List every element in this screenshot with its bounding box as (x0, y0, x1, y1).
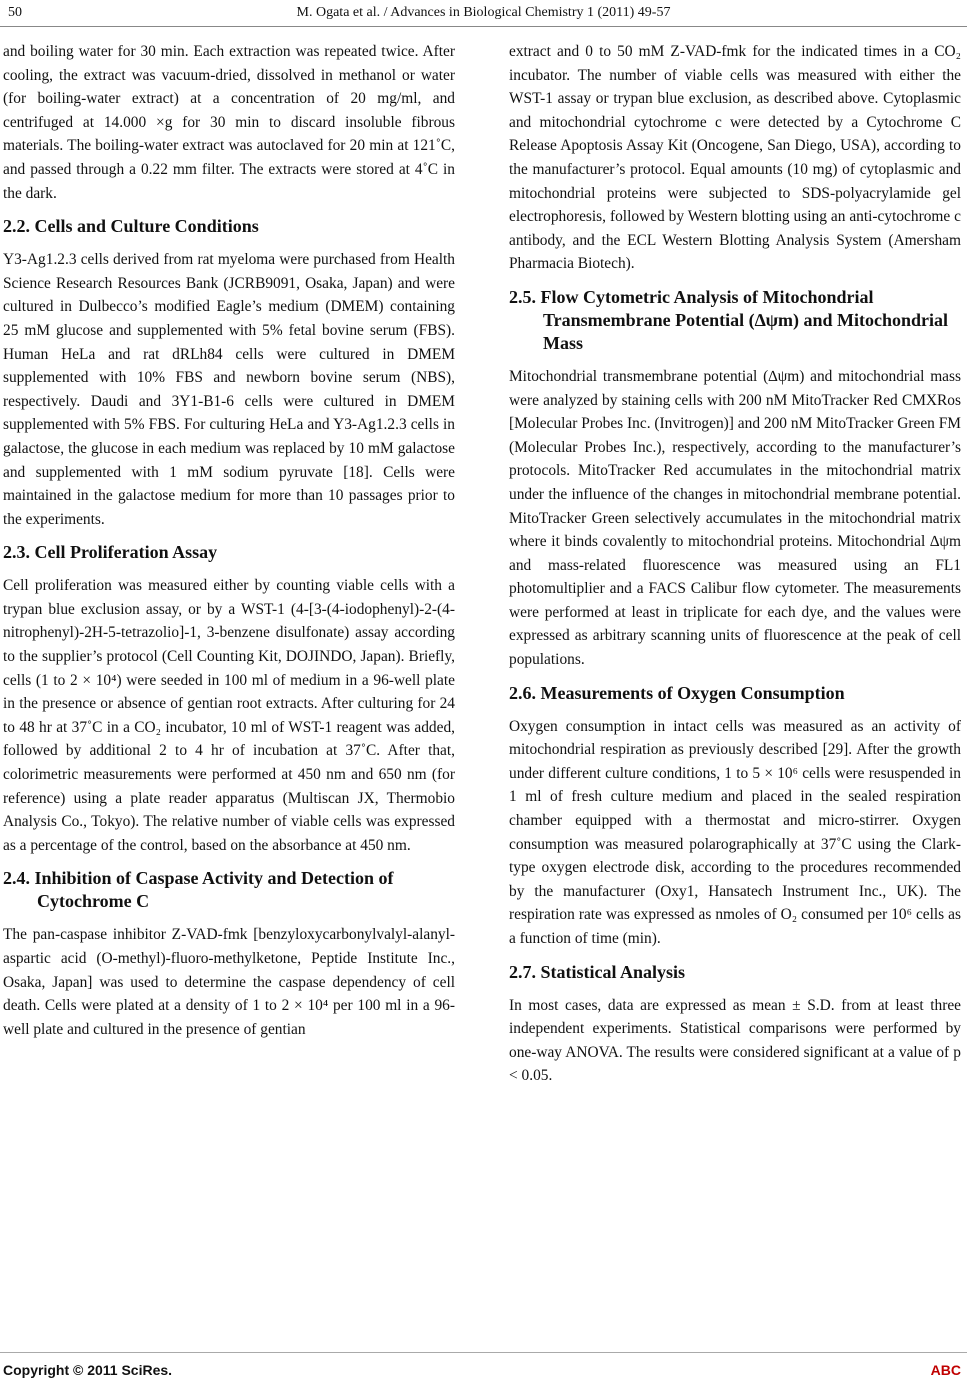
header-rule (0, 26, 967, 27)
page-header (8, 3, 959, 25)
paragraph-oxygen-consumption: Oxygen consumption in intact cells was measured as an activity of mitochondrial respiration as previously described [29]. After the growth under different culture conditions, 1 to 5 × 10⁶ cells were resuspended in 1 ml of fresh culture medium and placed in the sealed respiration chamber equipped with a thermostat and micro-stirrer. Oxygen consumption was measured polarographically at 37˚C using the Clark-type oxygen electrode disk, according to the procedures recommended by the manufacturer (Oxy1, Hansatech Instrument Inc., UK). The respiration rate was expressed as nmoles of O₂ consumed per 10⁶ cells as a function of time (min). (509, 717, 961, 947)
paragraph-caspase-inhibition: The pan-caspase inhibitor Z-VAD-fmk [benzyloxycarbonylvalyl-alanyl-aspartic acid (O-methyl)-fluoro-methylketone, Peptide Institute Inc., Osaka, Japan] was used to determine the caspase dependency of cell death. Cells were plated at a density of 1 to 2 × 10⁴ per 100 ml in a 96-well plate and cultured in the presence of gentian (3, 926, 455, 1038)
section-heading-2-7: 2.7. Statistical Analysis (509, 961, 686, 982)
footer-rule (0, 1352, 967, 1353)
paragraph-flow-cytometry: Mitochondrial transmembrane potential (∆ψm) and mitochondrial mass were analyzed by staining cells with 200 nM MitoTracker Red CMXRos [Molecular Probes Inc. (Invitrogen)] and 200 nM MitoTracker Green FM (Molecular Probes Inc.), respectively, according to the manufacturer’s protocols. MitoTracker Red accumulates in the mitochondrial matrix under the influence of the changes in mitochondrial membrane potential. MitoTracker Green selectively accumulates in the mitochondrial matrix where it binds covalently to mitochondrial proteins. Mitochondrial ∆ψm and mass-related fluorescence was measured using an FL1 photomultiplier and a FACS Calibur flow cytometer. The measurements were performed at least in triplicate for each dye, and the values were expressed as arbitrary scanning units of fluorescence at the peak of cell populations. (509, 367, 961, 669)
paragraph-statistics: In most cases, data are expressed as mean ± S.D. from at least three independent experiments. Statistical comparisons were performed by one-way ANOVA. The results were considered significant at a value of p < 0.05. (509, 996, 961, 1085)
page-number: 50 (8, 5, 22, 20)
section-heading-2-3: 2.3. Cell Proliferation Assay (3, 542, 218, 563)
page-footer (3, 1362, 961, 1382)
section-heading-2-5: 2.5. Flow Cytometric Analysis of Mitochondrial Transmembrane Potential (∆ψm) and Mitochondrial Mass (509, 286, 949, 353)
paragraph-proliferation-assay: Cell proliferation was measured either by counting viable cells with a trypan blue exclusion assay, or by a WST-1 (4-[3-(4-iodophenyl)-2-(4-nitrophenyl)-2H-5-tetrazolio]-1, 3-benzene disulfonate) assay according to the supplier’s protocol (Cell Counting Kit, DOJINDO, Japan). Briefly, cells (1 to 2 × 10⁴) were seeded in 100 ml of medium in a 96-well plate in the presence or absence of gentian root extracts. After culturing for 24 to 48 hr at 37˚C in a CO₂ incubator, 10 ml of WST-1 reagent was added, followed by additional 2 to 4 hr of incubation at 37˚C. After that, colorimetric measurements were performed at 450 nm and 650 nm (for reference) using a plate reader apparatus (Multiscan JX, Thermobio Analysis Co., Tokyo). The relative number of viable cells was expressed as a percentage of the control, based on the absorbance at 450 nm. (3, 577, 455, 854)
section-heading-2-4: 2.4. Inhibition of Caspase Activity and Detection of Cytochrome C (3, 868, 394, 912)
running-title: M. Ogata et al. / Advances in Biological Chemistry 1 (2011) 49-57 (296, 5, 671, 20)
section-heading-2-6: 2.6. Measurements of Oxygen Consumption (509, 682, 845, 703)
right-column (509, 40, 961, 1098)
paragraph-caspase-continued: extract and 0 to 50 mM Z-VAD-fmk for the indicated times in a CO₂ incubator. The number of viable cells was measured with either the WST-1 assay or trypan blue exclusion, as described above. Cytoplasmic and mitochondrial cytochrome c were detected by a Cytochrome C Release Apoptosis Assay Kit (Oncogene, San Diego, USA), according to the manufacturer’s protocol. Equal amounts (10 mg) of cytoplasmic and mitochondrial proteins were subjected to SDS-polyacrylamide gel electrophoresis, followed by Western blotting using an anti-cytochrome c antibody, and the ECL Western Blotting Analysis System (Amersham Pharmacia Biotech). (509, 43, 961, 273)
section-heading-2-2: 2.2. Cells and Culture Conditions (3, 216, 259, 237)
copyright-notice: Copyright © 2011 SciRes. (3, 1362, 173, 1378)
paragraph-extraction-continued: and boiling water for 30 min. Each extraction was repeated twice. After cooling, the extract was vacuum-dried, dissolved in methanol or water (for boiling-water extract) at a concentration of 20 mg/ml, and centrifuged at 14.000 ×g for 30 min to discard insoluble fibrous materials. The boiling-water extract was autoclaved for 20 min at 121˚C, and passed through a 0.22 mm filter. The extracts were stored at 4˚C in the dark. (3, 43, 455, 202)
left-column (3, 40, 455, 1051)
paragraph-cells-culture: Y3-Ag1.2.3 cells derived from rat myeloma were purchased from Health Science Research Resources Bank (JCRB9091, Osaka, Japan) and were cultured in Dulbecco’s modified Eagle’s medium (DMEM) containing 25 mM glucose and supplemented with 5% fetal bovine serum (FBS). Human HeLa and rat dRLh84 cells were cultured in DMEM supplemented with 10% FBS and newborn bovine serum (NBS), respectively. Daudi and 3Y1-B1-6 cells were cultured in DMEM supplemented with 5% FBS. For culturing HeLa and Y3-Ag1.2.3 cells in galactose, the glucose in each medium was replaced by 10 mM galactose and supplemented with 1 mM sodium pyruvate [18]. Cells were maintained in the galactose medium for more than 10 passages prior to the experiments. (3, 251, 455, 528)
journal-abbreviation: ABC (930, 1362, 961, 1378)
